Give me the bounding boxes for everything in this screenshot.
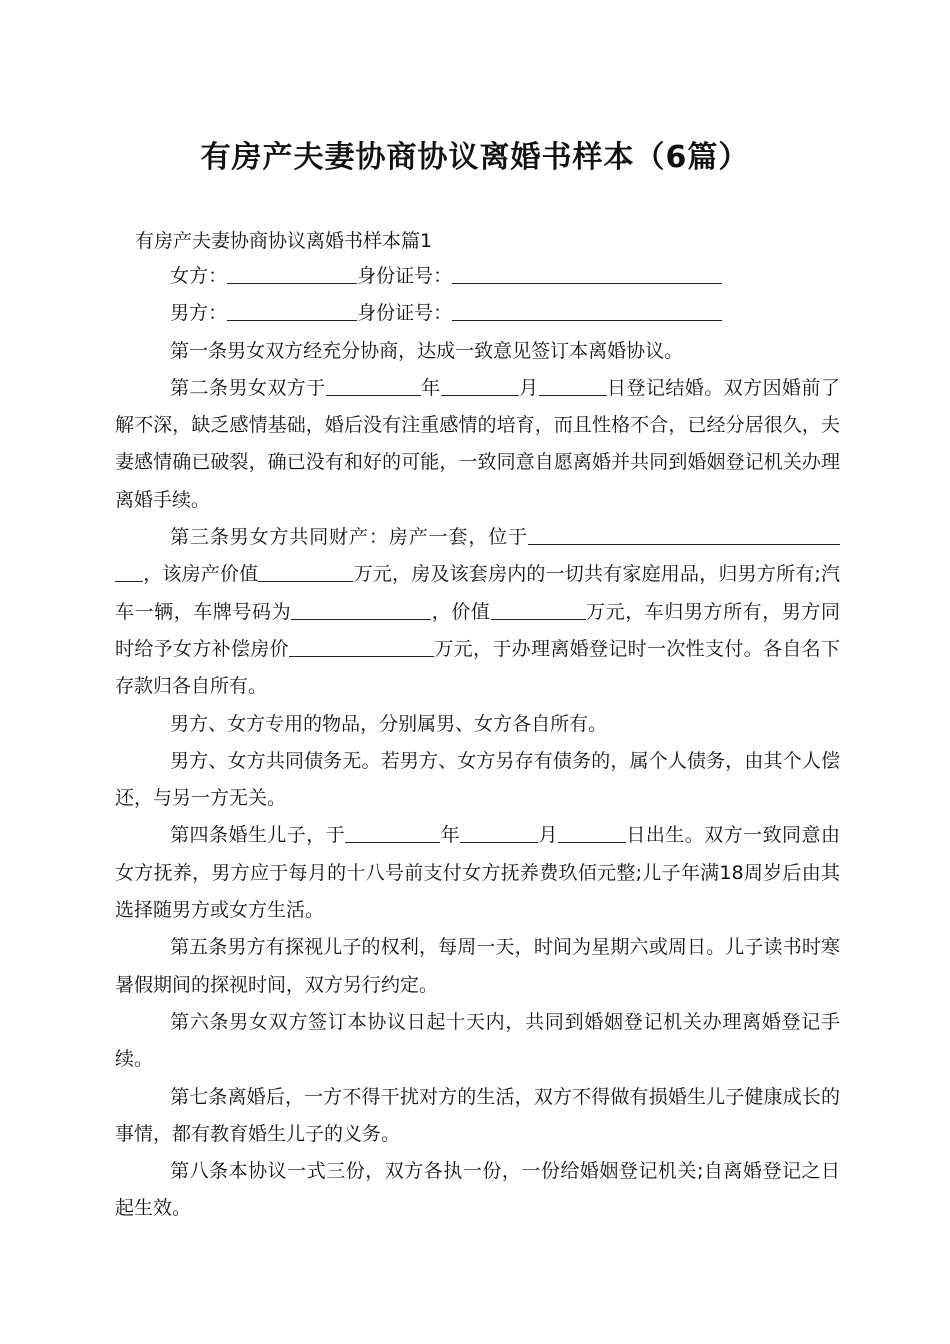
year-label: 年 xyxy=(420,376,441,399)
property-address-blank xyxy=(528,525,840,545)
article-5: 第五条男方有探视儿子的权利，每周一天，时间为星期六或周日。儿子读书时寒暑假期间的探视时间，双方另行约定。 xyxy=(115,936,840,996)
wife-label: 女方： xyxy=(170,265,228,287)
article-4-text: 第四条婚生儿子，于 xyxy=(170,824,346,847)
property-address-blank-cont xyxy=(115,562,143,582)
husband-line xyxy=(115,295,840,332)
car-value-label: ，价值 xyxy=(431,600,491,623)
section-heading: 有房产夫妻协商协议离婚书样本篇1 xyxy=(135,230,433,252)
compensation-text: 万元，车归男方所有，男方同时给予女方补偿房价 xyxy=(115,600,840,660)
document-title: 有房产夫妻协商协议离婚书样本（6篇） xyxy=(200,140,750,175)
payment-text: 万元，于办理离婚登记时一次性支付。各自名下存款归各自所有。 xyxy=(115,637,840,698)
article-8: 第八条本协议一式三份，双方各执一份，一份给婚姻登记机关;自离婚登记之日起生效。 xyxy=(115,1160,840,1220)
article-2-text: 第二条男女双方于 xyxy=(170,376,326,399)
article-6: 第六条男女双方签订本协议日起十天内，共同到婚姻登记机关办理离婚登记手续。 xyxy=(115,1010,840,1071)
article-personal-items: 男方、女方专用的物品，分别属男、女方各自所有。 xyxy=(170,712,608,735)
article-4-body: 日出生。双方一致同意由女方抚养，男方应于每月的十八号前支付女方抚养费玖佰元整;儿子年满18周岁后由其选择随男方或女方生活。 xyxy=(115,824,840,922)
husband-label: 男方： xyxy=(170,302,228,325)
wife-id-label: 身份证号： xyxy=(357,265,453,287)
husband-id-blank xyxy=(452,301,722,321)
marriage-day-blank xyxy=(539,376,607,396)
birth-month-blank xyxy=(460,823,538,843)
wife-name-blank xyxy=(227,264,357,284)
article-4 xyxy=(115,817,840,929)
wife-line xyxy=(115,258,840,295)
document-body xyxy=(115,258,840,1228)
husband-name-blank xyxy=(227,301,357,321)
husband-id-label: 身份证号： xyxy=(357,302,453,325)
article-2 xyxy=(115,370,840,519)
property-ownership-text: 万元，房及该套房内的一切共有家庭用品，归男方所有;汽车一辆，车牌号码为 xyxy=(115,563,840,623)
month-label: 月 xyxy=(538,824,558,847)
compensation-blank xyxy=(289,637,434,657)
article-2-body: 日登记结婚。双方因婚前了解不深，缺乏感情基础，婚后没有注重感情的培育，而且性格不合，已经分居很久，夫妻感情确已破裂，确已没有和好的可能，一致同意自愿离婚并共同到婚姻登记机关办理离婚手续。 xyxy=(115,376,840,511)
article-3-text: 第三条男女方共同财产：房产一套，位于 xyxy=(170,526,528,549)
year-label: 年 xyxy=(440,824,461,847)
month-label: 月 xyxy=(518,376,539,399)
birth-day-blank xyxy=(558,823,626,843)
property-value-blank xyxy=(258,562,353,582)
plate-number-blank xyxy=(291,600,431,620)
article-debts: 男方、女方共同债务无。若男方、女方另存有债务的，属个人债务，由其个人偿还，与另一方无关。 xyxy=(115,749,840,810)
wife-id-blank xyxy=(452,264,722,284)
article-1: 第一条男女双方经充分协商，达成一致意见签订本离婚协议。 xyxy=(170,339,684,362)
article-3 xyxy=(115,519,840,705)
marriage-month-blank xyxy=(441,376,519,396)
article-7: 第七条离婚后，一方不得干扰对方的生活，双方不得做有损婚生儿子健康成长的事情，都有教育婚生儿子的义务。 xyxy=(115,1085,840,1145)
car-value-blank xyxy=(491,600,586,620)
birth-year-blank xyxy=(345,823,440,843)
marriage-year-blank xyxy=(326,376,421,396)
property-value-label: ，该房产价值 xyxy=(143,563,259,586)
